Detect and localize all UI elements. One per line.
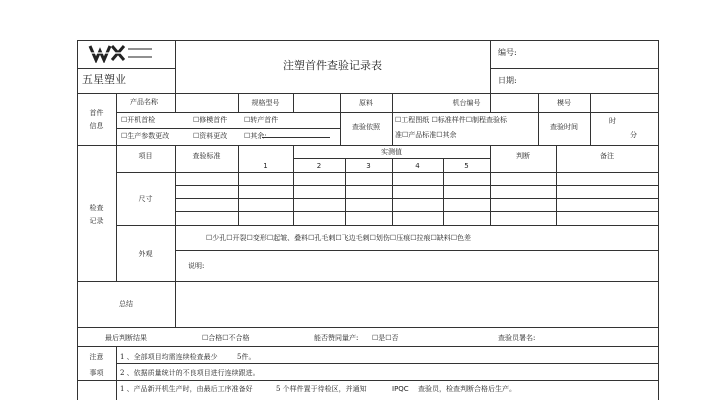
judgment-header: 判断 (516, 152, 530, 160)
grid-line (238, 145, 239, 225)
appearance-label: 外观 (138, 250, 153, 258)
material-label: 原料 (359, 99, 373, 107)
grid-line (116, 112, 658, 113)
grid-line (77, 145, 658, 146)
number-label: 编号: (498, 48, 517, 57)
measured-column-header: 5 (464, 162, 469, 170)
grid-line (658, 40, 659, 400)
date-label: 日期: (498, 76, 517, 85)
note-line-count: 5件。 (237, 353, 256, 361)
explanation-label: 说明: (188, 262, 205, 270)
final-result-label: 最后判断结果 (105, 334, 147, 342)
other-reason-blank (262, 137, 330, 138)
note-line: 查验员，检查判断合格后生产。 (418, 385, 516, 393)
grid-line (77, 40, 658, 41)
notes-label: 事项 (89, 369, 104, 377)
grid-line (175, 185, 658, 186)
grid-line (490, 40, 491, 93)
form-title: 注塑首件查验记录表 (283, 59, 382, 72)
size-label: 尺寸 (138, 195, 153, 203)
info-section-label: 首件 (89, 109, 104, 117)
item-header: 项目 (138, 152, 153, 160)
final-result-options[interactable]: ☐合格☐不合格 (202, 334, 250, 342)
grid-line (175, 250, 658, 251)
inspector-signature-label: 查验员署名: (498, 334, 536, 342)
grid-line (77, 380, 658, 381)
grid-line (116, 363, 658, 364)
reason-checkbox[interactable]: ☐修模首件 (193, 116, 228, 124)
grid-line (175, 198, 658, 199)
mass-production-options[interactable]: ☐是☐否 (372, 334, 399, 342)
measured-column-header: 1 (263, 162, 268, 170)
grid-line (116, 346, 117, 400)
product-name-label: 产品名称 (130, 98, 158, 106)
reason-checkbox[interactable]: ☐开机首检 (121, 116, 156, 124)
note-line: 5 个样件置于待检区，并通知 (276, 385, 367, 393)
grid-line (590, 93, 591, 145)
grid-line (392, 93, 393, 145)
check-basis-label: 查验依照 (352, 123, 380, 131)
hour-label: 时 (609, 117, 616, 125)
measured-column-header: 3 (366, 162, 371, 170)
inspection-section-label: 记录 (89, 217, 104, 225)
reason-checkbox[interactable]: ☐资料更改 (193, 132, 228, 140)
grid-line (293, 145, 294, 225)
note-line: 2 、依据质量统计的不良项目进行连续跟进。 (120, 369, 260, 377)
reason-checkbox[interactable]: ☐转产首件 (244, 116, 279, 124)
grid-line (293, 93, 294, 112)
minute-label: 分 (630, 131, 637, 139)
grid-line (77, 281, 658, 282)
note-line-ipqc: IPQC (392, 385, 409, 393)
spec-model-label: 规格型号 (251, 99, 280, 107)
grid-line (490, 68, 658, 69)
reason-checkbox[interactable]: ☐生产参数更改 (121, 132, 170, 140)
grid-line (175, 172, 176, 327)
inspection-section-label: 检查 (89, 204, 104, 212)
mold-no-label: 模号 (557, 99, 571, 107)
grid-line (175, 211, 658, 212)
grid-line (116, 225, 658, 226)
grid-line (175, 93, 176, 112)
standard-header: 查验标准 (192, 152, 221, 160)
summary-label: 总结 (119, 300, 133, 308)
info-section-label: 信息 (89, 122, 104, 130)
grid-line (77, 327, 658, 328)
check-time-label: 查验时间 (550, 123, 578, 131)
company-logo (88, 43, 156, 63)
reason-checkbox[interactable]: ☐其余: (244, 132, 267, 140)
remark-header: 备注 (600, 152, 614, 160)
grid-line (490, 93, 491, 112)
grid-line (77, 93, 658, 94)
grid-line (116, 172, 658, 173)
grid-line (77, 346, 658, 347)
machine-no-label: 机台编号 (452, 99, 481, 107)
check-basis-options[interactable]: ☐工程图纸 ☐标准样件☐制程查验标 (395, 116, 508, 124)
grid-line (116, 128, 340, 129)
notes-label: 注意 (89, 353, 104, 361)
company-name: 五星塑业 (82, 73, 126, 86)
measured-column-header: 2 (316, 162, 322, 170)
grid-line (77, 68, 175, 69)
appearance-defect-options[interactable]: ☐少孔☐开裂☐变形☐起皱、叠料☐孔毛刺☐飞边毛刺☐划伤☐压痕☐拉痕☐缺料☐色差 (206, 234, 472, 242)
mass-production-label: 能否赞同量产: (314, 334, 359, 342)
check-basis-options[interactable]: 准☐产品标准☐其余 (395, 131, 457, 139)
measured-header: 实测值 (381, 148, 402, 156)
note-line: 1 、产品新开机生产时，由最后工序准备好 (120, 385, 253, 393)
note-line: 1 、全部项目均需连续检查最少 (120, 353, 218, 361)
measured-column-header: 4 (415, 162, 420, 170)
